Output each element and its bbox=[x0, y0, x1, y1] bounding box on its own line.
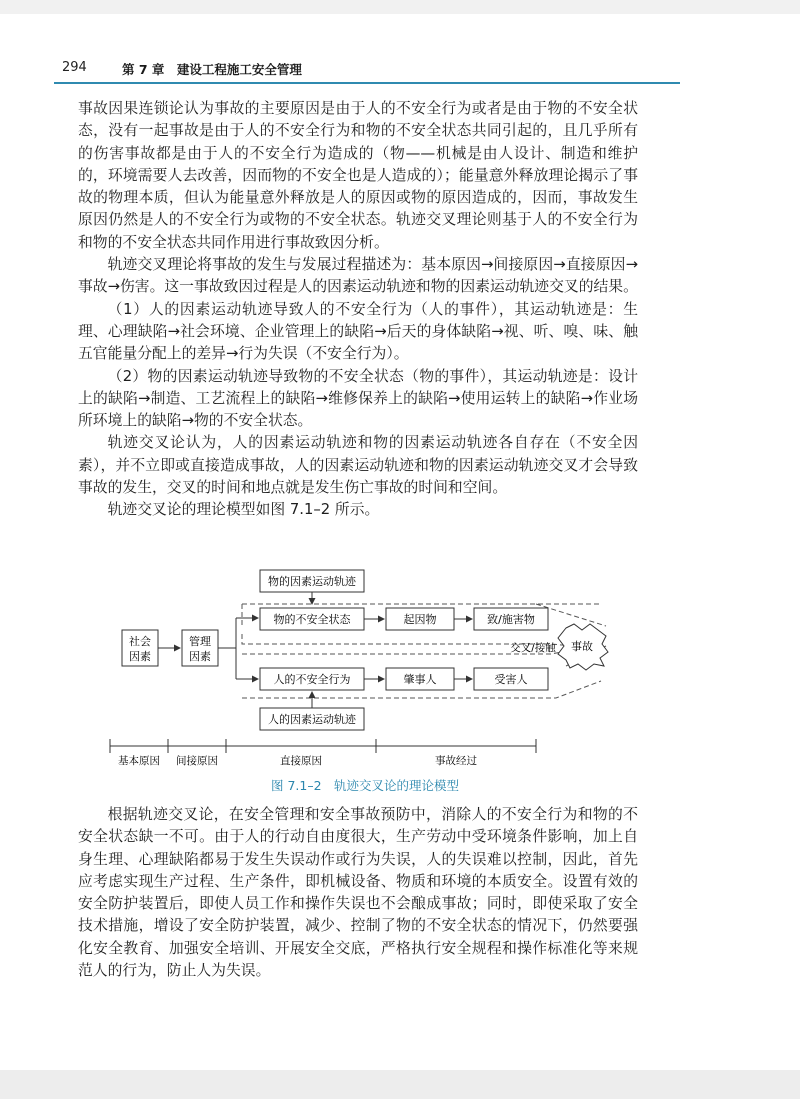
chapter-title: 第 7 章 建设工程施工安全管理 bbox=[122, 62, 302, 77]
page-number: 294 bbox=[62, 60, 87, 75]
paragraph: 事故因果连锁论认为事故的主要原因是由于人的不安全行为或者是由于物的不安全状态，没有一起事故是由于人的不安全行为和物的不安全状态共同引起的，且几乎所有的伤害事故都是由于人的不安全行为造成的（物——机械是由人设计、制造和维护的，环境需要人去改善，因而物的不安全也是人造成的）；能量意外释放理论揭示了事故的物理本质，但认为能量意外释放是人的原因或物的原因造成的，因而，事故发生原因仍然是人的不安全行为或物的不安全状态。轨迹交叉理论则基于人的不安全行为和物的不安全状态共同作用进行事故致因分析。 bbox=[78, 100, 638, 251]
paragraph: （2）物的因素运动轨迹导致物的不安全状态（物的事件），其运动轨迹是：设计上的缺陷→制造、工艺流程上的缺陷→维修保养上的缺陷→使用运转上的缺陷→作业场所环境上的缺陷→物的不安全状态。 bbox=[78, 367, 638, 430]
page-header bbox=[54, 58, 680, 80]
cross-label: 交叉/接触 bbox=[510, 642, 556, 654]
wu-unsafe-label: 物的不安全状态 bbox=[273, 613, 351, 626]
scan-bottom-band bbox=[0, 1070, 800, 1099]
social-label-2: 因素 bbox=[129, 650, 151, 663]
shouhai-label: 受害人 bbox=[494, 673, 528, 686]
stage-indirect-label: 间接原因 bbox=[176, 755, 218, 767]
mgmt-label-1: 管理 bbox=[189, 635, 211, 648]
diagram bbox=[96, 566, 616, 771]
stage-process-label: 事故经过 bbox=[435, 755, 477, 767]
paragraph: 轨迹交叉理论将事故的发生与发展过程描述为：基本原因→间接原因→直接原因→事故→伤害。这一事故致因过程是人的因素运动轨迹和物的因素运动轨迹交叉的结果。 bbox=[78, 256, 638, 296]
scan-top-band bbox=[0, 0, 800, 14]
paragraph: （1）人的因素运动轨迹导致人的不安全行为（人的事件），其运动轨迹是：生理、心理缺陷→社会环境、企业管理上的缺陷→后天的身体缺陷→视、听、嗅、味、触五官能量分配上的差异→行为失误（不安全行为）。 bbox=[78, 300, 638, 363]
header-rule bbox=[54, 82, 680, 84]
body-text-top bbox=[78, 98, 638, 522]
mgmt-label-2: 因素 bbox=[189, 650, 211, 663]
body-text-bottom bbox=[78, 804, 638, 982]
paragraph: 轨迹交叉论认为，人的因素运动轨迹和物的因素运动轨迹各自存在（不安全因素），并不立即或直接造成事故，人的因素运动轨迹和物的因素运动轨迹交叉才会导致事故的发生，交叉的时间和地点就是发生伤亡事故的时间和空间。 bbox=[78, 434, 638, 497]
qiyin-label: 起因物 bbox=[403, 613, 437, 626]
figure-trajectory-model bbox=[96, 566, 616, 796]
social-label-1: 社会 bbox=[129, 635, 151, 648]
ren-unsafe-label: 人的不安全行为 bbox=[273, 673, 351, 686]
zhishi-label: 致/施害物 bbox=[487, 613, 535, 626]
zhaoshi-label: 肇事人 bbox=[403, 673, 437, 686]
ren-trajectory-label: 人的因素运动轨迹 bbox=[268, 713, 356, 726]
paragraph: 根据轨迹交叉论，在安全管理和安全事故预防中，消除人的不安全行为和物的不安全状态缺一不可。由于人的行动自由度很大，生产劳动中受环境条件影响，加上自身生理、心理缺陷都易于发生失误动作或行为失误，人的失误难以控制，因此，首先应考虑实现生产过程、生产条件，即机械设备、物质和环境的本质安全。设置有效的安全防护装置后，即使人员工作和操作失误也不会酿成事故；同时，即使采取了安全技术措施，增设了安全防护装置，减少、控制了物的不安全状态的情况下，仍然要强化安全教育、加强安全培训、开展安全交底，严格执行安全规程和操作标准化等来规范人的行为，防止人为失误。 bbox=[78, 806, 638, 980]
stage-direct-label: 直接原因 bbox=[280, 755, 322, 767]
wu-trajectory-label: 物的因素运动轨迹 bbox=[268, 575, 356, 588]
paragraph: 轨迹交叉论的理论模型如图 7.1–2 所示。 bbox=[107, 501, 380, 519]
figure-caption: 图 7.1–2 轨迹交叉论的理论模型 bbox=[270, 778, 460, 793]
stage-basic-label: 基本原因 bbox=[118, 755, 160, 767]
accident-label: 事故 bbox=[571, 640, 593, 653]
